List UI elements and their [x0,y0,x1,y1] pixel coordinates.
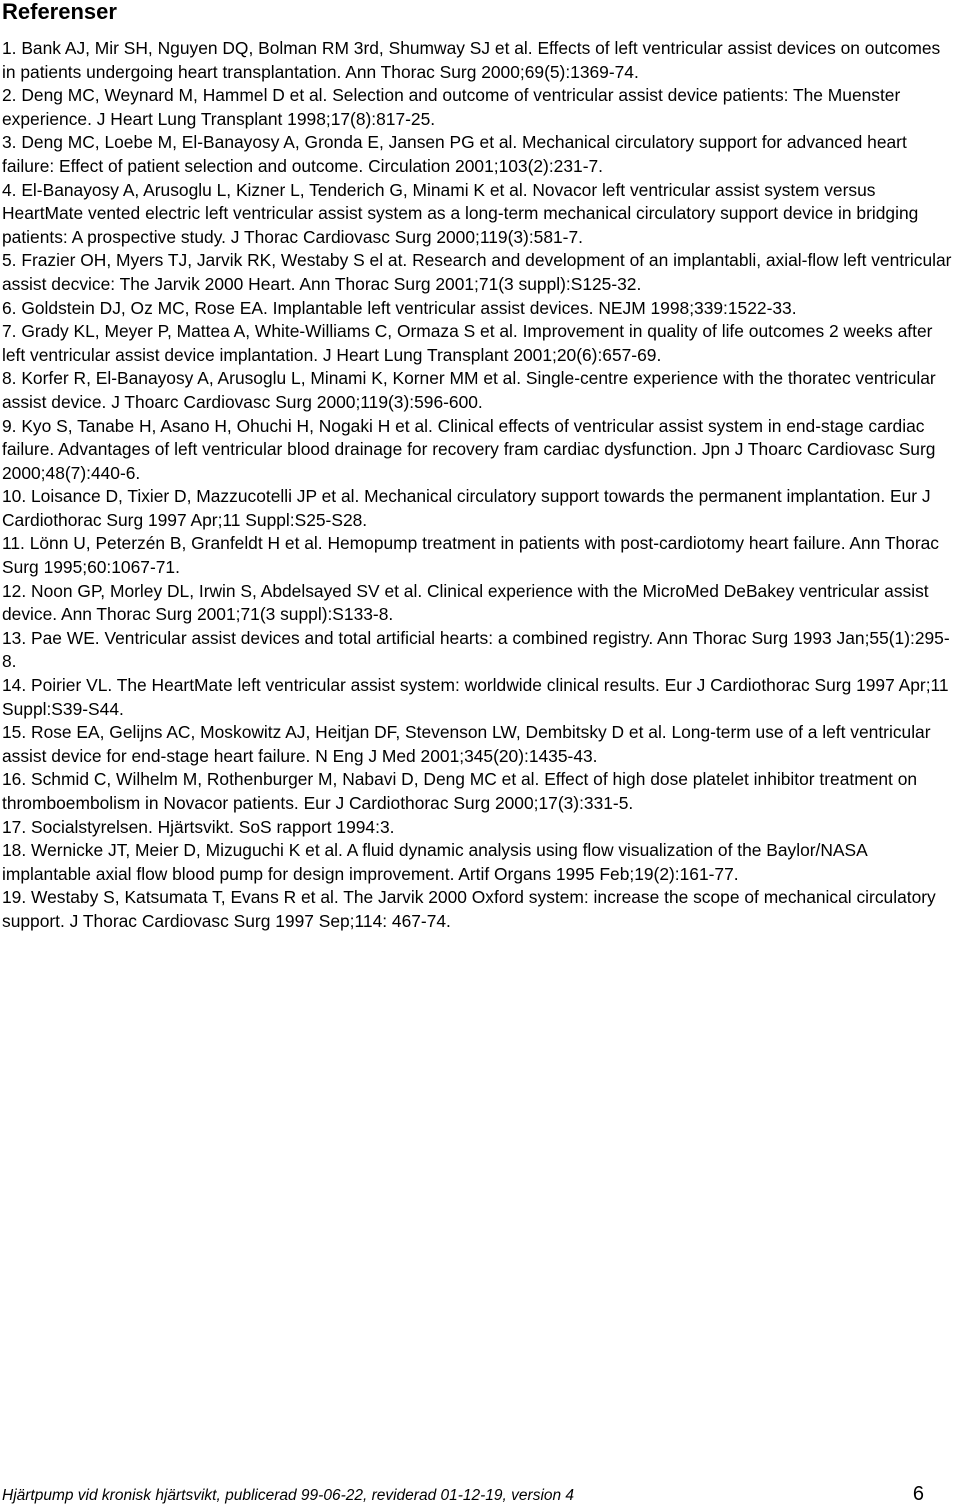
reference-item-14: 14. Poirier VL. The HeartMate left ventricular assist system: worldwide clinical results. Eur J Cardiothorac Surg 1997 Apr;11 Suppl:S39-S44. [2,675,949,719]
reference-item-4: 4. El-Banayosy A, Arusoglu L, Kizner L, Tenderich G, Minami K et al. Novacor left ventricular assist system versus HeartMate vented electric left ventricular assist system as a long-term mechanical circulatory support device in bridging patients: A prospective study. J Thorac Cardiovasc Surg 2000;119(3):581-7. [2,179,919,247]
reference-item-12: 12. Noon GP, Morley DL, Irwin S, Abdelsayed SV et al. Clinical experience with the MicroMed DeBakey ventricular assist device. Ann Thorac Surg 2001;71(3 suppl):S133-8. [2,580,929,625]
footer-text: Hjärtpump vid kronisk hjärtsvikt, publicerad 99-06-22, reviderad 01-12-19, version 4 [2,1487,575,1504]
reference-item-18: 18. Wernicke JT, Meier D, Mizuguchi K et al. A fluid dynamic analysis using flow visualization of the Baylor/NASA implantable axial flow blood pump for design improvement. Artif Organs 1995 Feb;19(2):161-77. [2,840,867,884]
reference-list [2,37,958,934]
reference-item-9: 9. Kyo S, Tanabe H, Asano H, Ohuchi H, Nogaki H et al. Clinical effects of ventricular assist system in end-stage cardiac failure. Advantages of left ventricular blood drainage for recovery fram cardiac dysfunction. Jpn J Thoarc Cardiovasc Surg 2000;48(7):440-6. [2,415,936,483]
reference-item-8: 8. Korfer R, El-Banayosy A, Arusoglu L, Minami K, Korner MM et al. Single-centre experience with the thoratec ventricular assist device. J Thoarc Cardiovasc Surg 2000;119(3):596-600. [2,368,936,412]
page-number: 6 [912,1483,924,1505]
reference-item-7: 7. Grady KL, Meyer P, Mattea A, White-Williams C, Ormaza S et al. Improvement in quality of life outcomes 2 weeks after left ventricular assist device implantation. J Heart Lung Transplant 2001;20(6):657-69. [2,321,933,365]
reference-item-10: 10. Loisance D, Tixier D, Mazzucotelli JP et al. Mechanical circulatory support towards the permanent implantation. Eur J Cardiothorac Surg 1997 Apr;11 Suppl:S25-S28. [2,486,931,530]
reference-item-17: 17. Socialstyrelsen. Hjärtsvikt. SoS rapport 1994:3. [2,816,395,837]
reference-item-5: 5. Frazier OH, Myers TJ, Jarvik RK, Westaby S el at. Research and development of an implantabli, axial-flow left ventricular assist decvice: The Jarvik 2000 Heart. Ann Thorac Surg 2001;71(3 suppl):S125-32. [2,250,952,294]
reference-item-11: 11. Lönn U, Peterzén B, Granfeldt H et al. Hemopump treatment in patients with post-cardiotomy heart failure. Ann Thorac Surg 1995;60:1067-71. [2,533,939,578]
reference-item-15: 15. Rose EA, Gelijns AC, Moskowitz AJ, Heitjan DF, Stevenson LW, Dembitsky D et al. Long-term use of a left ventricular assist device for end-stage heart failure. N Eng J Med 2001;345(20):1435-43. [2,722,931,766]
reference-item-3: 3. Deng MC, Loebe M, El-Banayosy A, Gronda E, Jansen PG et al. Mechanical circulatory support for advanced heart failure: Effect of patient selection and outcome. Circulation 2001;103(2):231-7. [2,132,907,176]
reference-item-13: 13. Pae WE. Ventricular assist devices and total artificial hearts: a combined registry. Ann Thorac Surg 1993 Jan;55(1):295-8. [2,627,950,672]
reference-item-16: 16. Schmid C, Wilhelm M, Rothenburger M, Nabavi D, Deng MC et al. Effect of high dose platelet inhibitor treatment on thromboembolism in Novacor patients. Eur J Cardiothorac Surg 2000;17(3):331-5. [2,769,918,813]
reference-item-19: 19. Westaby S, Katsumata T, Evans R et al. The Jarvik 2000 Oxford system: increase the scope of mechanical circulatory support. J Thorac Cardiovasc Surg 1997 Sep;114: 467-74. [2,887,936,931]
reference-item-1: 1. Bank AJ, Mir SH, Nguyen DQ, Bolman RM 3rd, Shumway SJ et al. Effects of left ventricular assist devices on outcomes in patients undergoing heart transplantation. Ann Thorac Surg 2000;69(5):1369-74. [2,38,941,82]
page-title: Referenser [2,0,117,24]
reference-item-6: 6. Goldstein DJ, Oz MC, Rose EA. Implantable left ventricular assist devices. NEJM 1998;339:1522-33. [2,297,797,318]
reference-item-2: 2. Deng MC, Weynard M, Hammel D et al. Selection and outcome of ventricular assist device patients: The Muenster experience. J Heart Lung Transplant 1998;17(8):817-25. [2,85,901,129]
page-footer [2,1483,924,1506]
